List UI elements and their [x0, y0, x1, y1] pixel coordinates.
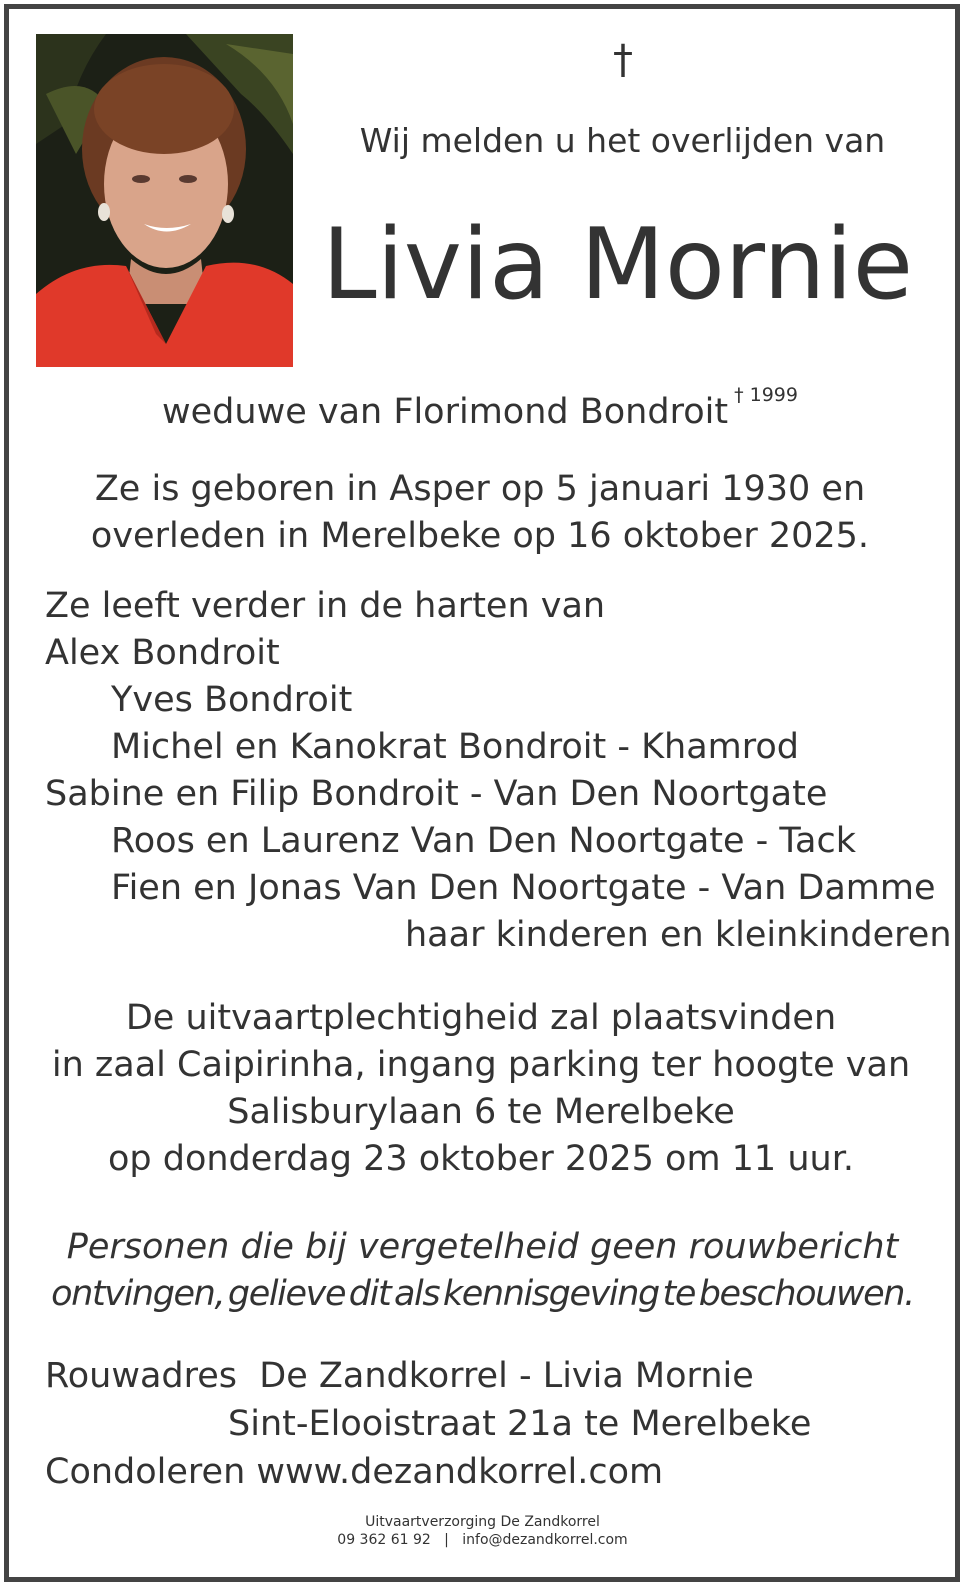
ceremony-line: Salisburylaan 6 te Merelbeke — [227, 1092, 735, 1132]
family-member: Fien en Jonas Van Den Noortgate - Van Damme — [111, 868, 936, 908]
footer-company: Uitvaartverzorging De Zandkorrel — [365, 1514, 600, 1530]
ceremony-line: op donderdag 23 oktober 2025 om 11 uur. — [107, 1139, 854, 1179]
deceased-name: Livia Mornie — [322, 208, 913, 322]
notice-line: Personen die bij vergetelheid geen rouwbericht — [66, 1227, 899, 1267]
portrait-illustration — [36, 34, 293, 367]
family-member: Sabine en Filip Bondroit - Van Den Noortgate — [45, 774, 828, 814]
rouwadres-line — [45, 1353, 754, 1400]
footer-contact — [0, 1532, 965, 1548]
notice-block — [0, 1224, 965, 1318]
ceremony-line: in zaal Caipirinha, ingang parking ter hoogte van — [51, 1045, 911, 1085]
widow-text: weduwe van Florimond Bondroit — [162, 392, 729, 432]
family-intro: Ze leeft verder in de harten van — [45, 586, 606, 626]
rouwadres-label: Rouwadres — [45, 1356, 238, 1396]
death-line: overleden in Merelbeke op 16 oktober 2025. — [90, 516, 870, 556]
family-member: Yves Bondroit — [111, 680, 353, 720]
footer-separator: | — [444, 1532, 449, 1548]
cross-icon: † — [613, 37, 633, 83]
announcement-text: Wij melden u het overlijden van — [359, 121, 886, 160]
rouwadres-value: De Zandkorrel - Livia Mornie — [259, 1356, 754, 1396]
condoleren-link[interactable]: Condoleren www.dezandkorrel.com — [45, 1452, 664, 1492]
footer-email[interactable]: info@dezandkorrel.com — [462, 1532, 628, 1548]
family-member: Roos en Laurenz Van Den Noortgate - Tack — [111, 821, 856, 861]
portrait-photo — [36, 34, 293, 367]
footer-phone: 09 362 61 92 — [337, 1532, 431, 1548]
widow-line — [0, 384, 960, 432]
birth-death-paragraph — [0, 466, 960, 560]
ceremony-line: De uitvaartplechtigheid zal plaatsvinden — [125, 998, 837, 1038]
widow-death-marker: † 1999 — [734, 384, 798, 406]
family-member: Michel en Kanokrat Bondroit - Khamrod — [111, 727, 800, 767]
ceremony-block — [0, 995, 962, 1183]
notice-line: ontvingen, gelieve dit als kennisgeving te beschouwen. — [51, 1274, 914, 1314]
family-closing: haar kinderen en kleinkinderen — [405, 915, 952, 955]
family-member: Alex Bondroit — [45, 633, 280, 673]
rouwadres-street: Sint-Elooistraat 21a te Merelbeke — [228, 1404, 812, 1444]
birth-line: Ze is geboren in Asper op 5 januari 1930 en — [94, 469, 866, 509]
